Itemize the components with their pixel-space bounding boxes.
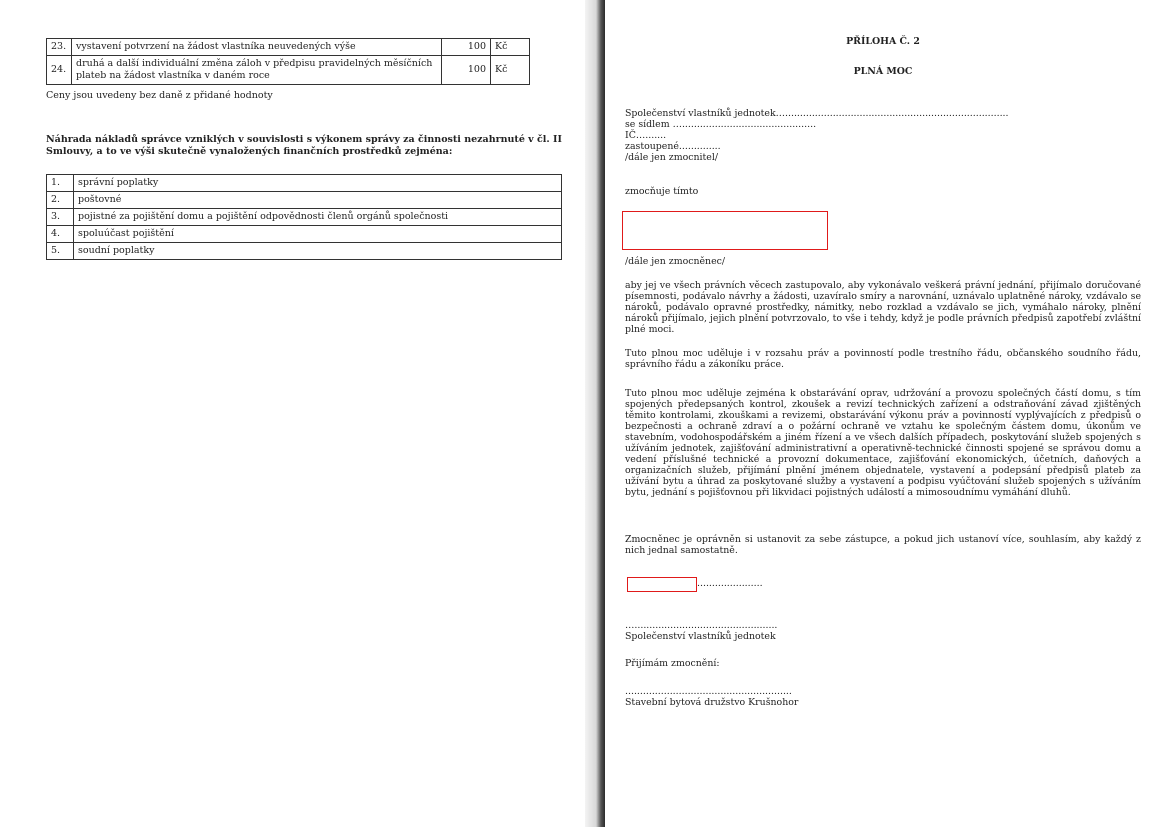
paragraph-scope: aby jej ve všech právních věcech zastupovalo, aby vykonávalo veškerá právní jednání, přijímalo doručované písemnosti, podávalo návrhy a žádosti, uzavíralo smíry a narovnání, uznávalo uplatněné nároky, vzdávalo se nároků, podávalo opravné prostředky, námitky, nebo rozklad a vzdávalo se jich, vymáhalo nároky, plnění nároků přijímalo, jejich plnění potvrzovalo, to vše i tehdy, když je podle právních předpisů zapotřebí zvláštní plné moci.: [625, 280, 1141, 335]
table-row: [47, 56, 530, 85]
accept-text: Přijímám zmocnění:: [625, 658, 720, 669]
row-text: pojistné za pojištění domu a pojištění odpovědnosti členů orgánů společnosti: [74, 209, 562, 226]
row-text: poštovné: [74, 192, 562, 209]
costs-heading: Náhrada nákladů správce vzniklých v souvislosti s výkonem správy za činnosti nezahrnuté v čl. II Smlouvy, a to ve výši skutečně vynaložených finančních prostředků zejména:: [46, 134, 562, 157]
paragraph-substitute: Zmocněnec je oprávněn si ustanovit za sebe zástupce, a pokud jich ustanoví více, souhlasím, aby každý z nich jednal samostatně.: [625, 534, 1141, 556]
row-amount: 100: [442, 39, 491, 56]
table-row: [47, 243, 562, 260]
grantor-label: /dále jen zmocnitel/: [625, 152, 718, 163]
authorizes-text: zmocňuje tímto: [625, 186, 699, 197]
signatory-cooperative: Stavební bytová družstvo Krušnohor: [625, 697, 799, 708]
row-number: 1.: [47, 175, 74, 192]
row-text: správní poplatky: [74, 175, 562, 192]
row-number: 24.: [47, 56, 72, 85]
grantor-name: Společenství vlastníků jednotek…...........................................................................: [625, 108, 1009, 119]
table-row: [47, 192, 562, 209]
grantor-block: [625, 108, 1141, 163]
costs-table: [46, 174, 562, 260]
row-text: soudní poplatky: [74, 243, 562, 260]
redaction-box: [627, 577, 697, 592]
row-number: 4.: [47, 226, 74, 243]
fees-table: [46, 38, 530, 85]
row-number: 3.: [47, 209, 74, 226]
table-row: [47, 226, 562, 243]
row-number: 2.: [47, 192, 74, 209]
book-spine: [585, 0, 605, 827]
attorney-label: /dále jen zmocněnec/: [625, 256, 726, 267]
date-line: ......................: [697, 578, 763, 589]
document-title: PLNÁ MOC: [853, 66, 913, 77]
grantor-seat: se sídlem ….............................................: [625, 119, 817, 130]
price-note: Ceny jsou uvedeny bez daně z přidané hodnoty: [46, 90, 273, 101]
row-amount: 100: [442, 56, 491, 85]
row-text: druhá a další individuální změna záloh v předpisu pravidelných měsíčních plateb na žádost vlastníka v daném roce: [72, 56, 442, 85]
annex-title: PŘÍLOHA Č. 2: [846, 36, 920, 47]
table-row: [47, 209, 562, 226]
grantor-id: IČ….......: [625, 130, 667, 141]
row-number: 5.: [47, 243, 74, 260]
row-currency: Kč: [491, 39, 530, 56]
paragraph-activities: Tuto plnou moc uděluje zejména k obstarávání oprav, udržování a provozu společných částí domu, s tím spojených předepsaných kontrol, zkoušek a revizí technických zařízení a odstraňování závad zjištěných těmito kontrolami, zkouškami a revizemi, obstarávání výkonu práv a povinností vyplývajících z předpisů o bezpečnosti a ochraně zdraví a o požární ochraně ve vztahu ke společným částem domu, úkonům ve stavebním, vodohospodářském a jiném řízení a ve všech dalších případech, poskytování služeb spojených s užíváním jednotek, zajišťování administrativní a operativně-technické činnosti spojené se správou domu a vedení příslušné technické a provozní dokumentace, zajišťování ekonomických, účetních, daňových a organizačních služeb, přijímání plnění jménem objednatele, vystavení a podepsání předpisů plateb za užívání bytu a úhrad za poskytované služby a vystavení a podpisu vyúčtování služeb spojených s užíváním bytu, jednání s pojišťovnou při likvidaci pojistných událostí a mimosoudnímu vymáhání dluhů.: [625, 388, 1141, 498]
grantor-represented: zastoupené..............: [625, 141, 721, 152]
paragraph-codes: Tuto plnou moc uděluje i v rozsahu práv a povinností podle trestního řádu, občanského soudního řádu, správního řádu a zákoníku práce.: [625, 348, 1141, 370]
redaction-box: [622, 211, 828, 250]
signatory-association: Společenství vlastníků jednotek: [625, 631, 776, 642]
table-row: [47, 175, 562, 192]
row-text: spoluúčast pojištění: [74, 226, 562, 243]
row-text: vystavení potvrzení na žádost vlastníka neuvedených výše: [72, 39, 442, 56]
row-number: 23.: [47, 39, 72, 56]
table-row: [47, 39, 530, 56]
signature-line: …................................................: [625, 620, 778, 631]
row-currency: Kč: [491, 56, 530, 85]
right-page: [605, 0, 1169, 827]
signature-line: ........................................................: [625, 686, 792, 697]
